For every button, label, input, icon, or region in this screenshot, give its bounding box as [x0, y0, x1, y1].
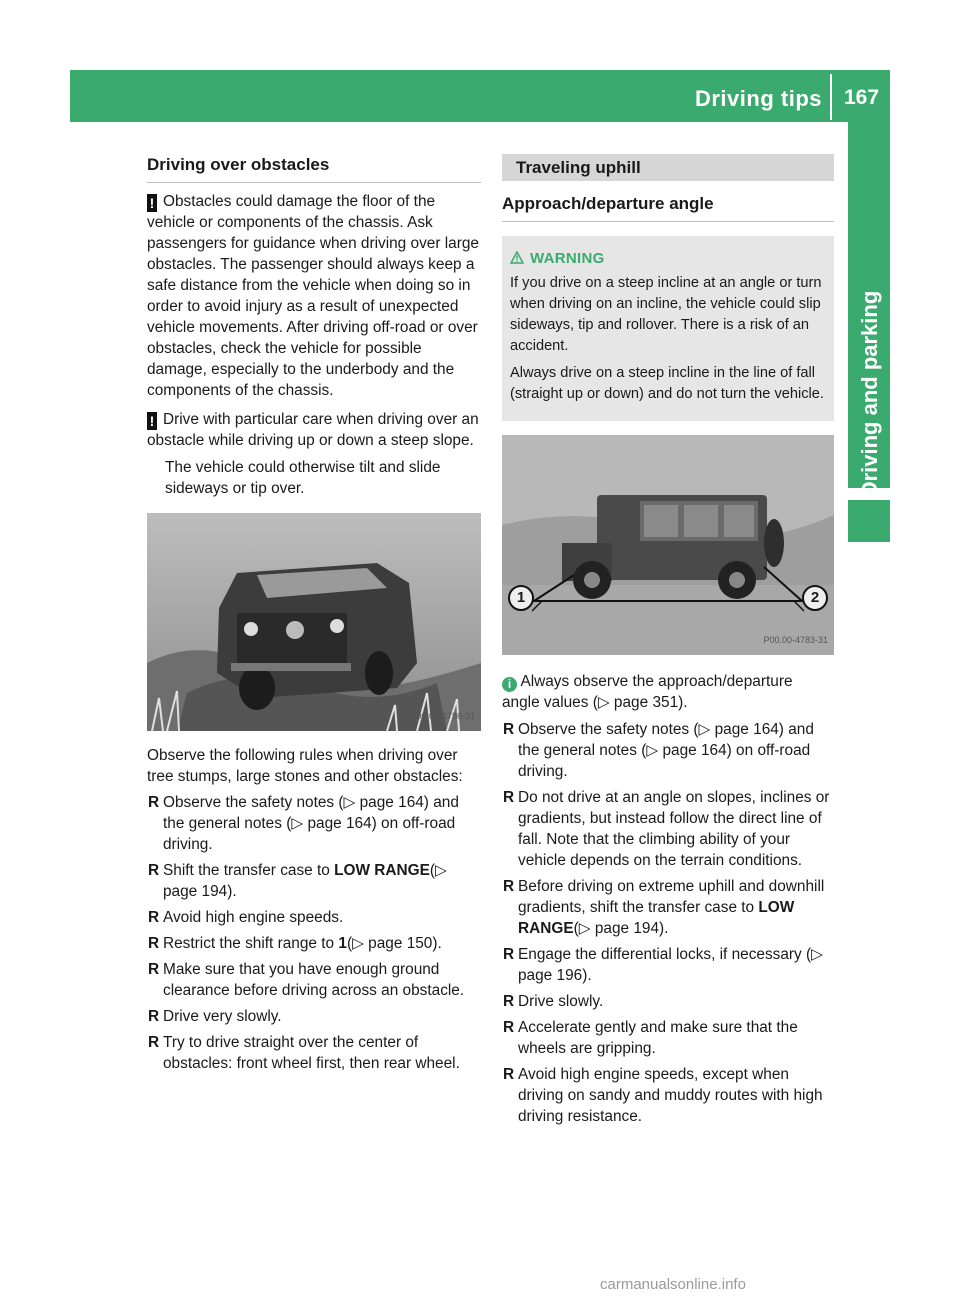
figure-code: P00.00-4786-31	[410, 711, 475, 721]
note-steep-slope: ! Drive with particular care when driving over an obstacle while driving up or down a steep slope.	[147, 411, 479, 449]
chapter-marker	[848, 500, 890, 542]
callout-1: 1	[508, 585, 534, 611]
list-item: R Accelerate gently and make sure that the wheels are gripping.	[503, 1019, 798, 1057]
left-column	[147, 154, 481, 1079]
heading-approach-departure: Approach/departure angle	[502, 194, 714, 213]
list-item: R Avoid high engine speeds, except when driving on sandy and muddy routes with high driving resistance.	[503, 1066, 823, 1125]
note-tilt: The vehicle could otherwise tilt and slide sideways or tip over.	[165, 459, 441, 497]
approach-departure-angle-illustration	[502, 435, 834, 655]
warning-title: WARNING	[510, 248, 824, 269]
list-item: R Observe the safety notes (▷ page 164) and the general notes (▷ page 164) on off-road driving.	[503, 721, 814, 780]
list-item: R Shift the transfer case to LOW RANGE(▷ page 194).	[148, 862, 447, 900]
warning-text-2: Always drive on a steep incline in the line of fall (straight up or down) and do not turn the vehicle.	[510, 365, 824, 402]
rules-intro: Observe the following rules when driving over tree stumps, large stones and other obstacles:	[147, 747, 463, 785]
heading-rule	[147, 182, 481, 183]
page-number: 167	[844, 86, 880, 109]
caution-icon: !	[147, 194, 157, 212]
section-title: Driving tips	[694, 86, 822, 111]
caution-icon: !	[147, 412, 157, 430]
uphill-rules-list	[502, 719, 834, 1127]
list-item: R Observe the safety notes (▷ page 164) and the general notes (▷ page 164) on off-road driving.	[148, 794, 459, 853]
figure-approach-departure	[502, 435, 834, 655]
info-note: i Always observe the approach/departure angle values (▷ page 351).	[502, 673, 793, 711]
right-column	[502, 154, 834, 1132]
note-obstacles: ! Obstacles could damage the floor of the vehicle or components of the chassis. Ask passengers for guidance when driving over large obstacles. The passenger should always keep a safe distance from the vehicle when doing so in order to avoid injury as a result of unexpected vehicle movements. After driving off-road or over obstacles, check the vehicle for possible damage, especially to the underbody and the components of the chassis.	[147, 193, 479, 399]
list-item: R Drive slowly.	[503, 993, 604, 1010]
figure-obstacle-vehicle	[147, 513, 481, 731]
vehicle-on-rock-illustration	[147, 513, 481, 731]
section-bar-traveling-uphill: Traveling uphill	[502, 154, 834, 181]
heading-driving-over-obstacles: Driving over obstacles	[147, 155, 330, 174]
list-item: R Try to drive straight over the center of obstacles: front wheel first, then rear wheel.	[148, 1034, 460, 1072]
warning-box	[502, 236, 834, 421]
list-item: R Do not drive at an angle on slopes, inclines or gradients, but instead follow the direct line of fall. Note that the climbing ability of your vehicle depends on the terrain conditions.	[503, 789, 830, 869]
header-divider	[830, 74, 832, 120]
callout-2: 2	[802, 585, 828, 611]
warning-text-1: If you drive on a steep incline at an angle or turn when driving on an incline, the vehicle could slip sideways, tip and rollover. There is a risk of an accident.	[510, 275, 822, 354]
info-icon: i	[502, 677, 517, 692]
heading-rule	[502, 221, 834, 222]
list-item: R Drive very slowly.	[148, 1008, 282, 1025]
list-item: R Make sure that you have enough ground clearance before driving across an obstacle.	[148, 961, 465, 999]
list-item: R Avoid high engine speeds.	[148, 909, 344, 926]
list-item: R Restrict the shift range to 1(▷ page 150).	[148, 935, 442, 952]
list-item: R Before driving on extreme uphill and downhill gradients, shift the transfer case to LOW RANGE(▷ page 194).	[503, 878, 825, 937]
list-item: R Engage the differential locks, if necessary (▷ page 196).	[503, 946, 823, 984]
chapter-label: Driving and parking	[857, 290, 882, 498]
warning-triangle-icon	[510, 251, 524, 264]
figure-code: P00.00-4783-31	[763, 635, 828, 645]
obstacle-rules-list	[147, 792, 481, 1074]
footer-watermark: carmanualsonline.info	[600, 1276, 746, 1293]
